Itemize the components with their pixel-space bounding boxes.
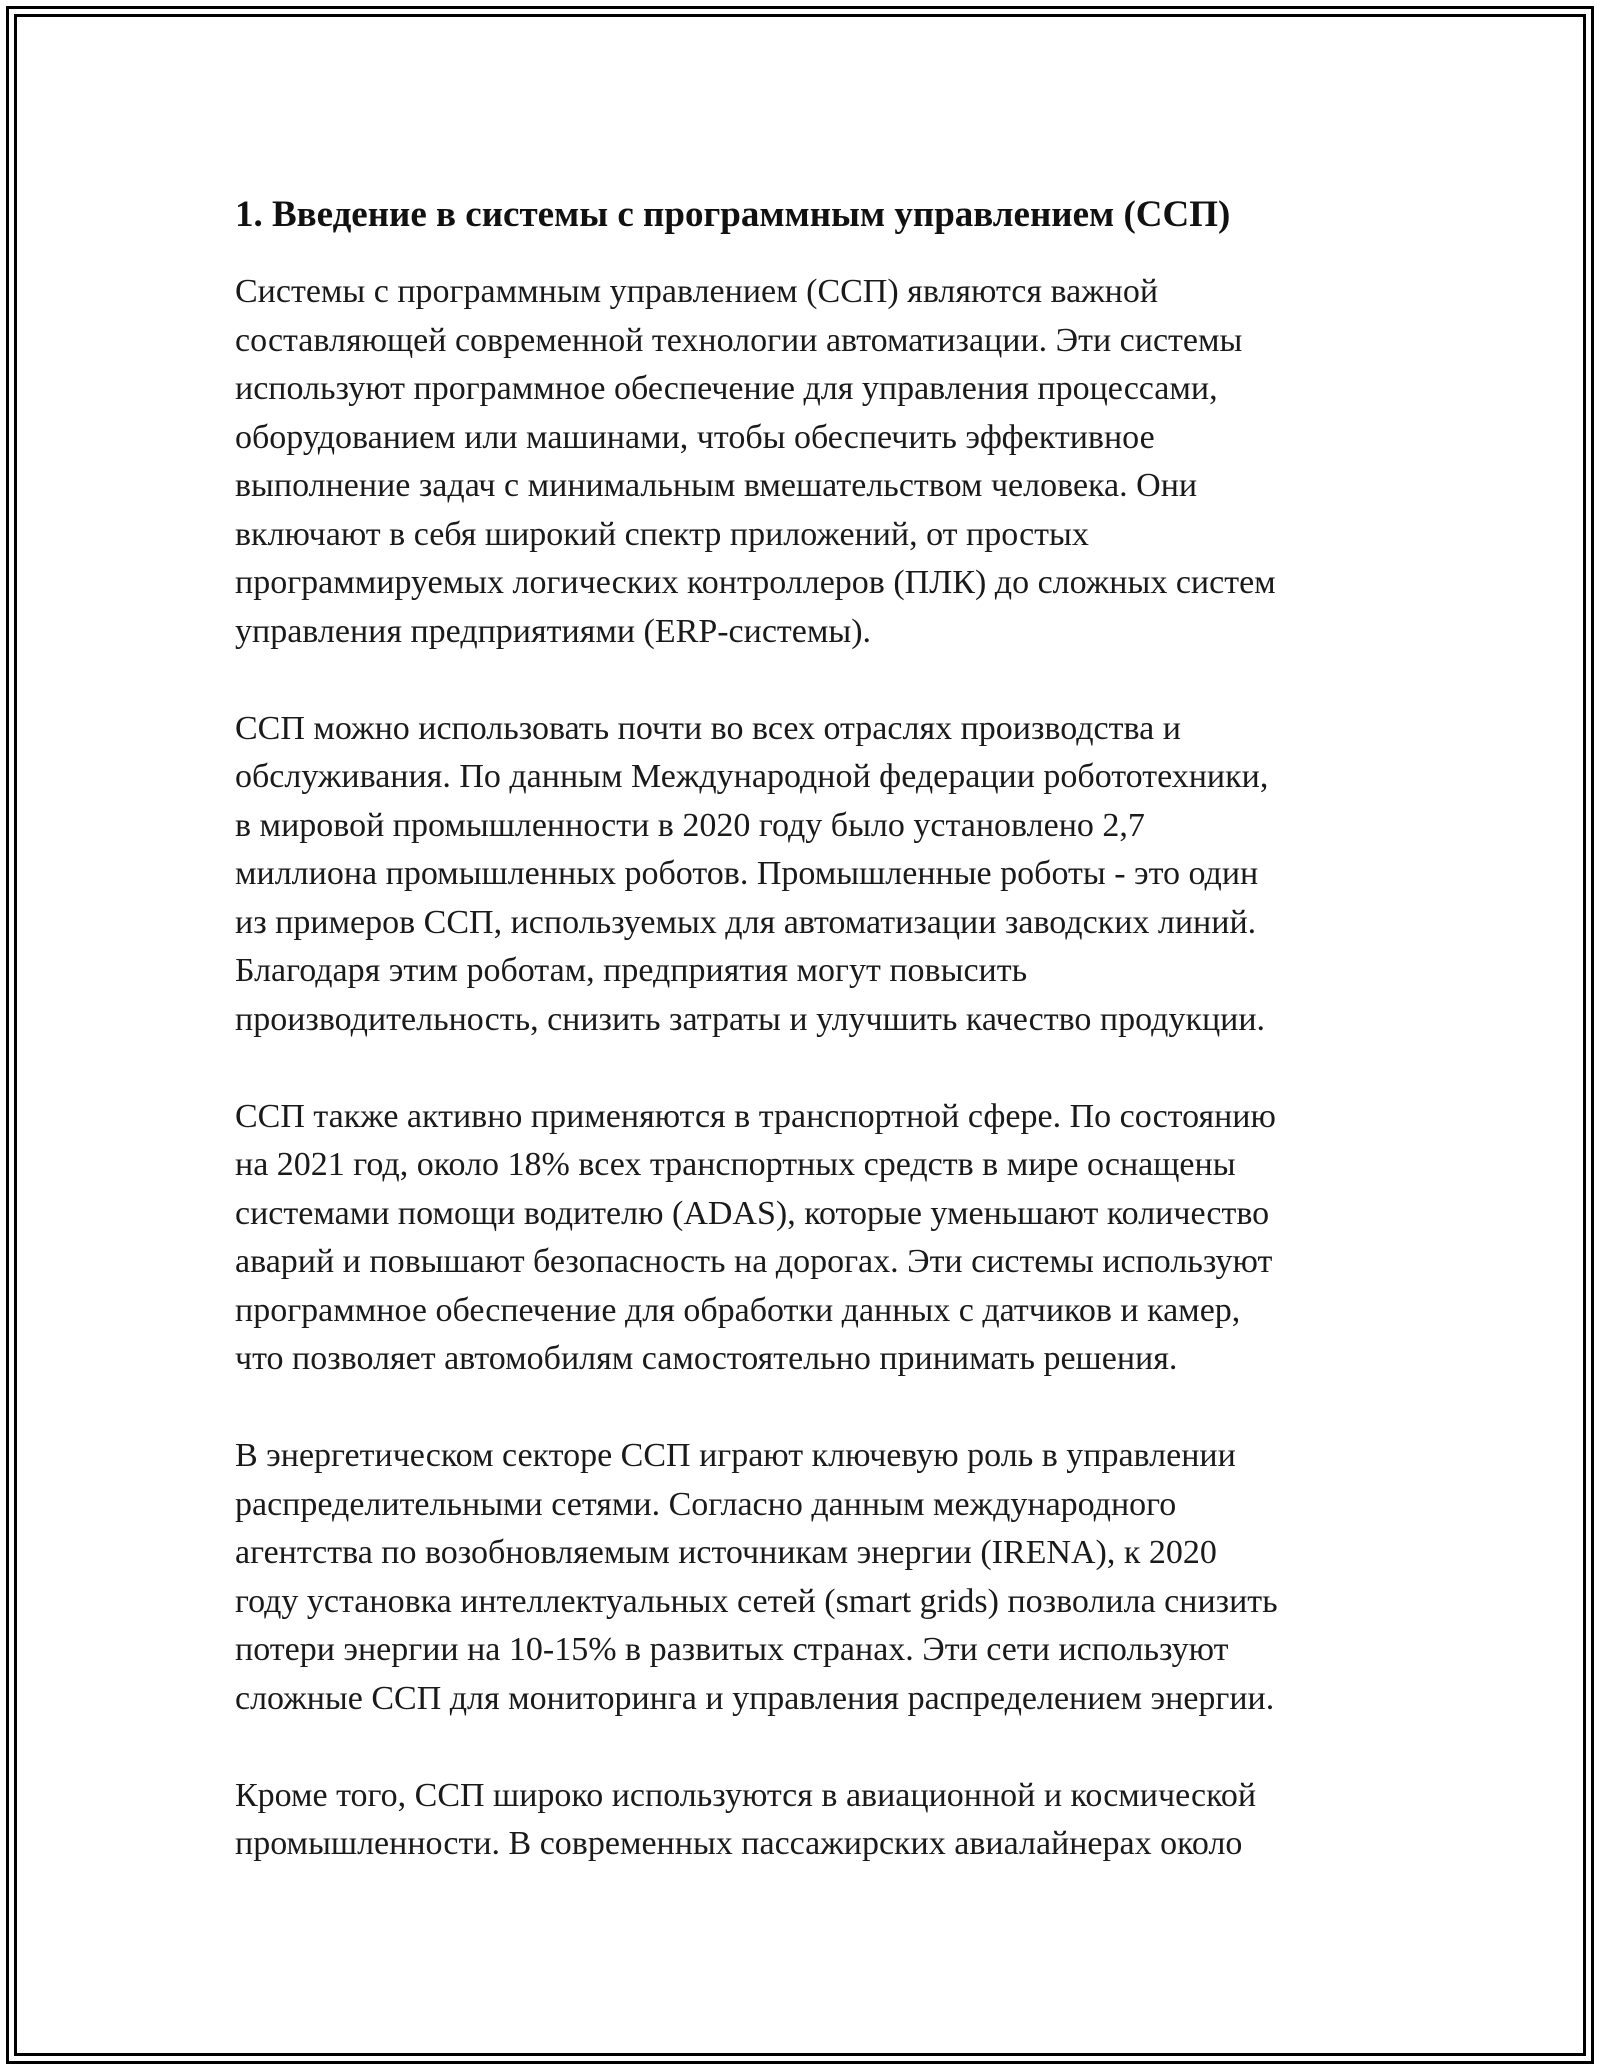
text-line: сложные ССП для мониторинга и управления распределением энергии. [235,1679,1275,1717]
paragraph-industry [235,705,1375,1045]
text-line: ССП можно использовать почти во всех отраслях производства и [235,709,1181,747]
text-line: составляющей современной технологии автоматизации. Эти системы [235,321,1243,359]
text-line: миллиона промышленных роботов. Промышленные роботы - это один [235,855,1259,892]
text-line: В энергетическом секторе ССП играют ключевую роль в управлении [235,1437,1236,1474]
text-line: на 2021 год, около 18% всех транспортных средств в мире оснащены [235,1146,1236,1183]
text-line: году установка интеллектуальных сетей (smart grids) позволила снизить [235,1582,1278,1620]
text-line: промышленности. В современных пассажирских авиалайнерах около [235,1825,1243,1862]
text-line: Системы с программным управлением (ССП) являются важной [235,273,1159,310]
paragraph-transport [235,1093,1375,1384]
text-line: производительность, снизить затраты и улучшить качество продукции. [235,1000,1266,1038]
text-line: Кроме того, ССП широко используются в авиационной и космической [235,1776,1257,1814]
text-line: ССП также активно применяются в транспортной сфере. По состоянию [235,1097,1276,1135]
document-body [235,188,1375,1917]
text-line: системами помощи водителю (ADAS), которые уменьшают количество [235,1194,1270,1232]
text-line: программное обеспечение для обработки данных с датчиков и камер, [235,1291,1241,1329]
text-line: аварий и повышают безопасность на дорогах. Эти системы используют [235,1243,1273,1280]
text-line: управления предприятиями (ERP-системы). [235,612,872,650]
text-line: оборудованием или машинами, чтобы обеспечить эффективное [235,418,1155,456]
text-line: включают в себя широкий спектр приложений, от простых [235,515,1089,553]
text-line: распределительными сетями. Согласно данным международного [235,1485,1177,1523]
text-line: из примеров ССП, используемых для автоматизации заводских линий. [235,903,1257,941]
section-heading: 1. Введение в системы с программным управлением (ССП) [235,194,1231,235]
text-line: потери энергии на 10-15% в развитых странах. Эти сети используют [235,1631,1229,1668]
text-line: используют программное обеспечение для управления процессами, [235,370,1218,407]
text-line: агентства по возобновляемым источникам энергии (IRENA), к 2020 [235,1534,1217,1571]
paragraph-aviation [235,1772,1375,1869]
paragraph-introduction [235,268,1375,656]
paragraph-energy [235,1432,1375,1723]
text-line: программируемых логических контроллеров (ПЛК) до сложных систем [235,564,1276,601]
text-line: что позволяет автомобилям самостоятельно принимать решения. [235,1340,1178,1377]
text-line: выполнение задач с минимальным вмешательством человека. Они [235,467,1198,504]
text-line: обслуживания. По данным Международной федерации робототехники, [235,758,1269,795]
text-line: в мировой промышленности в 2020 году было установлено 2,7 [235,806,1145,844]
text-line: Благодаря этим роботам, предприятия могут повысить [235,952,1028,989]
